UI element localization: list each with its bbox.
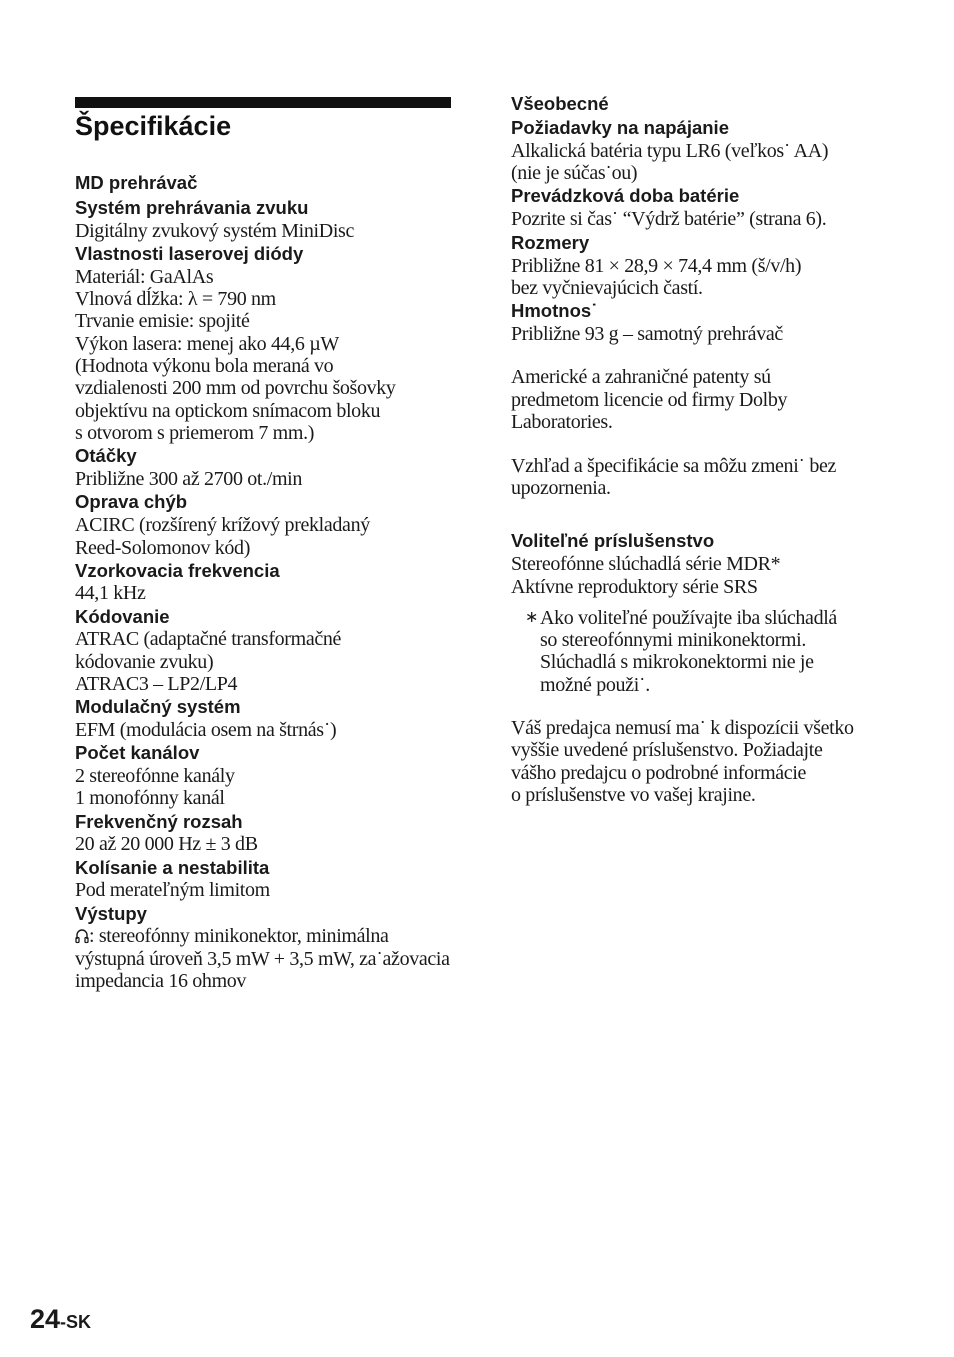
spec-value-power: (nie je súčas˙ou): [511, 162, 638, 184]
spec-value-coding: ATRAC (adaptačné transformačné: [75, 628, 342, 650]
footnote-text: so stereofónnymi minikonektormi.: [540, 629, 806, 651]
spec-value-wow-flutter: Pod merateľným limitom: [75, 879, 270, 901]
spec-heading-error-correction: Oprava chýb: [75, 491, 188, 512]
spec-heading-outputs: Výstupy: [75, 903, 147, 924]
spec-value-error-correction: ACIRC (rozšírený krížový prekladaný: [75, 514, 370, 536]
footnote-asterisk: ∗: [525, 609, 539, 626]
spec-value-laser: Materiál: GaAlAs: [75, 266, 214, 288]
accessory-item: Aktívne reproduktory série SRS: [511, 576, 758, 598]
title-rule: [75, 97, 451, 108]
spec-value-coding: ATRAC3 – LP2/LP4: [75, 673, 238, 695]
section-heading-general: Všeobecné: [511, 93, 609, 114]
spec-value-channels: 1 monofónny kanál: [75, 787, 225, 809]
patents-paragraph: predmetom licencie od firmy Dolby: [511, 389, 788, 411]
spec-value-channels: 2 stereofónne kanály: [75, 765, 235, 787]
spec-value-laser: s otvorom s priemerom 7 mm.): [75, 422, 315, 444]
spec-value-outputs: [75, 925, 389, 947]
spec-heading-laser: Vlastnosti laserovej diódy: [75, 243, 304, 264]
spec-value-coding: kódovanie zvuku): [75, 651, 214, 673]
spec-value-speed: Približne 300 až 2700 ot./min: [75, 468, 303, 490]
spec-value-laser: (Hodnota výkonu bola meraná vo: [75, 355, 334, 377]
spec-value-dimensions: Približne 81 × 28,9 × 74,4 mm (š/v/h): [511, 255, 802, 277]
spec-value-sampling: 44,1 kHz: [75, 582, 146, 604]
spec-value-dimensions: bez vyčnievajúcich častí.: [511, 277, 703, 299]
footnote-text: Slúchadlá s mikrokonektormi nie je: [540, 651, 814, 673]
patents-paragraph: Americké a zahraničné patenty sú: [511, 366, 771, 388]
dealer-paragraph: vášho predajcu o podrobné informácie: [511, 762, 807, 784]
spec-value-laser: vzdialenosti 200 mm od povrchu šošovky: [75, 377, 396, 399]
section-heading-accessories: Voliteľné príslušenstvo: [511, 530, 715, 551]
spec-value-outputs-text: : stereofónny minikonektor, minimálna: [89, 925, 389, 947]
patents-paragraph: Laboratories.: [511, 411, 613, 433]
dealer-paragraph: o príslušenstve vo vašej krajine.: [511, 784, 756, 806]
spec-value-laser: objektívu na optickom snímacom bloku: [75, 400, 381, 422]
page-number-suffix: -SK: [60, 1312, 92, 1332]
spec-heading-sampling: Vzorkovacia frekvencia: [75, 560, 280, 581]
spec-heading-wow-flutter: Kolísanie a nestabilita: [75, 857, 270, 878]
spec-value-frequency: 20 až 20 000 Hz ± 3 dB: [75, 833, 258, 855]
spec-heading-dimensions: Rozmery: [511, 232, 590, 253]
spec-heading-mass: Hmotnos˙: [511, 300, 598, 321]
footnote-text: Ako voliteľné používajte iba slúchadlá: [540, 607, 837, 629]
spec-value-laser: Vlnová dĺžka: λ = 790 nm: [75, 288, 276, 310]
spec-heading-channels: Počet kanálov: [75, 742, 200, 763]
spec-value-audio-system: Digitálny zvukový systém MiniDisc: [75, 220, 354, 242]
page-number-value: 24: [30, 1304, 61, 1334]
spec-value-outputs: výstupná úroveň 3,5 mW + 3,5 mW, za˙ažovacia: [75, 948, 450, 970]
section-heading-md-player: MD prehrávač: [75, 172, 198, 193]
spec-value-power: Alkalická batéria typu LR6 (veľkos˙ AA): [511, 140, 829, 162]
spec-heading-speed: Otáčky: [75, 445, 137, 466]
footnote-text: možné použi˙.: [540, 674, 650, 696]
spec-value-laser: Trvanie emisie: spojité: [75, 310, 250, 332]
spec-heading-battery-life: Prevádzková doba batérie: [511, 185, 740, 206]
design-notice-paragraph: Vzhľad a špecifikácie sa môžu zmeni˙ bez: [511, 455, 837, 477]
spec-heading-audio-system: Systém prehrávania zvuku: [75, 197, 309, 218]
spec-value-laser: Výkon lasera: menej ako 44,6 µW: [75, 333, 339, 355]
spec-value-battery-life: Pozrite si čas˙ “Výdrž batérie” (strana 6).: [511, 208, 827, 230]
dealer-paragraph: Váš predajca nemusí ma˙ k dispozícii všetko: [511, 717, 854, 739]
dealer-paragraph: vyššie uvedené príslušenstvo. Požiadajte: [511, 739, 823, 761]
design-notice-paragraph: upozornenia.: [511, 477, 611, 499]
spec-value-mass: Približne 93 g – samotný prehrávač: [511, 323, 783, 345]
page-title: Špecifikácie: [75, 111, 232, 141]
spec-value-outputs: impedancia 16 ohmov: [75, 970, 247, 992]
spec-heading-frequency: Frekvenčný rozsah: [75, 811, 243, 832]
page-number: [30, 1302, 91, 1341]
spec-value-error-correction: Reed-Solomonov kód): [75, 537, 251, 559]
headphones-icon: [75, 927, 89, 943]
spec-value-modulation: EFM (modulácia osem na štrnás˙): [75, 719, 337, 741]
spec-heading-coding: Kódovanie: [75, 606, 170, 627]
spec-heading-modulation: Modulačný systém: [75, 696, 241, 717]
accessory-item: Stereofónne slúchadlá série MDR*: [511, 553, 781, 575]
spec-heading-power: Požiadavky na napájanie: [511, 117, 729, 138]
